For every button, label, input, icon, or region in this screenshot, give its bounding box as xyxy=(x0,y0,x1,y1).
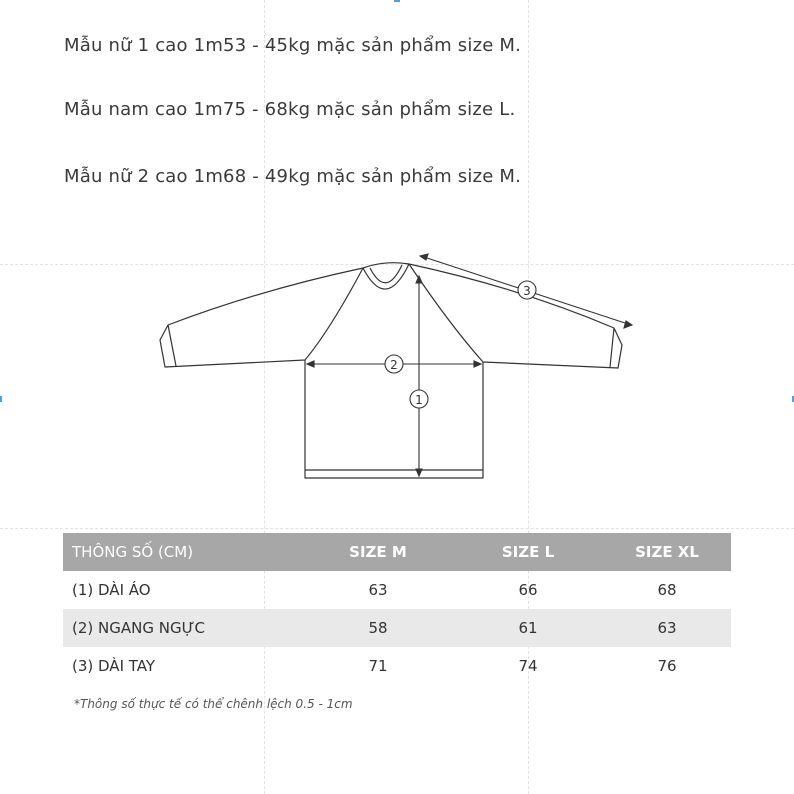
marker-2 xyxy=(385,355,403,373)
table-row xyxy=(63,647,731,685)
marker-1 xyxy=(410,390,428,408)
right-sleeve xyxy=(409,264,622,368)
measurement-note: *Thông số thực tế có thể chênh lệch 0.5 - 1cm xyxy=(74,697,353,711)
table-row xyxy=(63,609,731,647)
arrow-head xyxy=(474,361,481,367)
cell-value: 58 xyxy=(303,609,453,647)
measure-arrows xyxy=(307,254,632,476)
cell-value: 63 xyxy=(368,581,388,599)
arrow-head xyxy=(624,321,632,328)
right-cuff-line xyxy=(610,328,614,367)
table-header-row xyxy=(63,533,731,571)
model-info-line: Mẫu nữ 1 cao 1m53 - 45kg mặc sản phẩm size M. xyxy=(64,35,522,56)
model-info-line: Mẫu nữ 2 cao 1m68 - 49kg mặc sản phẩm size M. xyxy=(64,166,522,187)
row-label: (1) DÀI ÁO xyxy=(72,581,151,599)
header-size-l: SIZE L xyxy=(453,533,603,571)
collar-inner xyxy=(370,265,402,283)
header-size-m: SIZE M xyxy=(303,533,453,571)
cell-value: 68 xyxy=(657,581,677,599)
left-sleeve xyxy=(160,268,363,367)
cell-value: 71 xyxy=(368,657,388,675)
arrow-head xyxy=(416,469,422,476)
sweater-measurement-diagram xyxy=(0,240,794,500)
svg-text:1: 1 xyxy=(415,393,423,407)
sweater-body xyxy=(305,360,483,478)
header-spec: THÔNG SỐ (CM) xyxy=(63,533,303,571)
cell-value: 61 xyxy=(453,609,603,647)
cell-value: 74 xyxy=(518,657,538,675)
marker-3 xyxy=(518,281,536,299)
arrow-head xyxy=(416,276,422,283)
collar-outer xyxy=(363,264,409,289)
row-label: (3) DÀI TAY xyxy=(72,657,156,675)
table-row xyxy=(63,571,731,609)
edge-marker xyxy=(394,0,400,2)
guide-line xyxy=(0,528,794,529)
size-chart-table xyxy=(63,533,731,685)
cell-value: 63 xyxy=(603,609,731,647)
row-label: (2) NGANG NGỰC xyxy=(63,609,303,647)
svg-text:2: 2 xyxy=(390,358,398,372)
cell-value: 66 xyxy=(518,581,538,599)
arrow-head xyxy=(420,254,428,260)
left-cuff-line xyxy=(168,325,176,366)
arrow-head xyxy=(307,361,314,367)
header-size-xl: SIZE XL xyxy=(603,533,731,571)
model-info-line: Mẫu nam cao 1m75 - 68kg mặc sản phẩm size L. xyxy=(64,99,516,120)
svg-text:3: 3 xyxy=(523,284,531,298)
cell-value: 76 xyxy=(657,657,677,675)
